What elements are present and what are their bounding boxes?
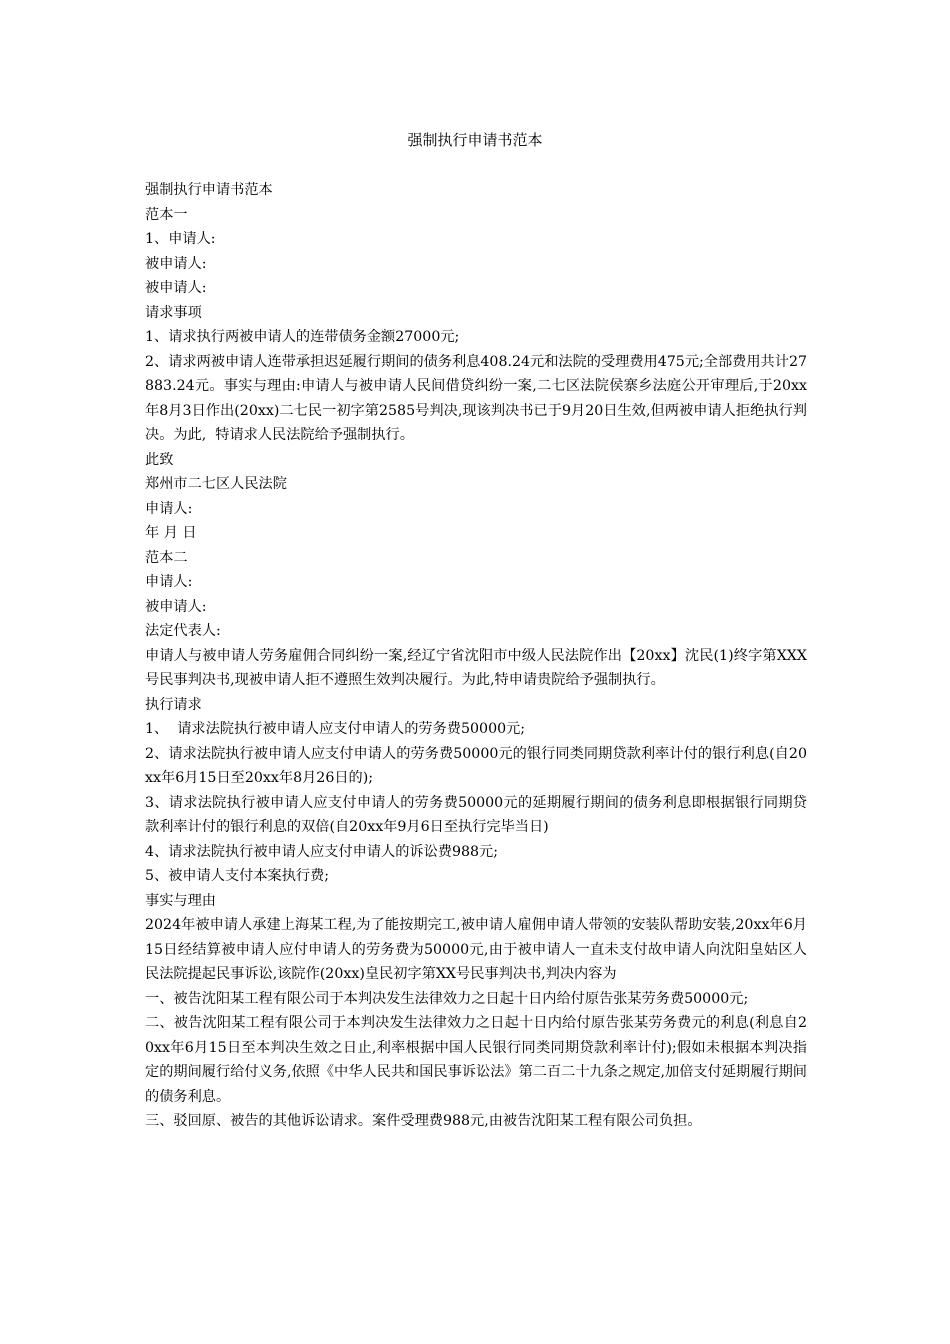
- paragraph: 4、请求法院执行被申请人应支付申请人的诉讼费988元;: [145, 843, 499, 860]
- paragraph: 郑州市二七区人民法院: [145, 476, 287, 492]
- paragraph: 3、请求法院执行被申请人应支付申请人的劳务费50000元的延期履行期间的债务利息即根据银行同期贷款利率计付的银行利息的双倍(自20xx年9月6日至执行完毕当日): [145, 794, 807, 835]
- paragraph: 2024年被申请人承建上海某工程,为了能按期完工,被申请人雇佣申请人带领的安装队帮助安装,20xx年6月15日经结算被申请人应付申请人的劳务费为50000元,由于被申请人一直未支付故申请人向沈阳皇姑区人民法院提起民事诉讼,该院作(20xx)皇民初字第XX号民事判决书,判决内容为: [145, 917, 807, 982]
- paragraph: 执行请求: [145, 696, 202, 713]
- paragraph: 请求事项: [145, 304, 202, 321]
- paragraph: 2、请求法院执行被申请人应支付申请人的劳务费50000元的银行同类同期贷款利率计付的银行利息(自20xx年6月15日至20xx年8月26日的);: [145, 745, 807, 786]
- paragraph: 事实与理由: [145, 892, 216, 909]
- paragraph: 三、驳回原、被告的其他诉讼请求。案件受理费988元,由被告沈阳某工程有限公司负担。: [145, 1113, 702, 1129]
- paragraph: 申请人:: [145, 574, 193, 590]
- paragraph: 2、请求两被申请人连带承担迟延履行期间的债务利息408.24元和法院的受理费用475元;全部费用共计27883.24元。事实与理由:申请人与被申请人民间借贷纠纷一案,二七区法院侯寨乡法庭公开审理后,于20xx年8月3日作出(20xx)二七民一初字第2585号判决,现该判决书已于9月20日生效,但两被申请人拒绝执行判决。为此, 特请求人民法院给予强制执行。: [145, 353, 807, 443]
- paragraph: 申请人:: [145, 500, 193, 517]
- document-body: [145, 178, 807, 1134]
- paragraph: 法定代表人:: [145, 623, 221, 639]
- paragraph: 强制执行申请书范本: [145, 182, 273, 198]
- paragraph: 1、请求执行两被申请人的连带债务金额27000元;: [145, 329, 460, 345]
- paragraph: 一、被告沈阳某工程有限公司于本判决发生法律效力之日起十日内给付原告张某劳务费50000元;: [145, 990, 749, 1007]
- paragraph: 二、被告沈阳某工程有限公司于本判决发生法律效力之日起十日内给付原告张某劳务费元的利息(利息自20xx年6月15日至本判决生效之日止,利率根据中国人民银行同类同期贷款利率计付);假如未根据本判决指定的期间履行给付义务,依照《中华人民共和国民事诉讼法》第二百二十九条之规定,加倍支付延期履行期间的债务利息。: [145, 1015, 807, 1105]
- document-title: 强制执行申请书范本: [407, 131, 543, 149]
- paragraph: 1、申请人:: [145, 231, 216, 247]
- paragraph: 此致: [145, 451, 174, 468]
- paragraph: 范本一: [145, 206, 188, 223]
- paragraph: 申请人与被申请人劳务雇佣合同纠纷一案,经辽宁省沈阳市中级人民法院作出【20xx】沈民(1)终字第XXX号民事判决书,现被申请人拒不遵照生效判决履行。为此,特申请贵院给予强制执行。: [145, 647, 807, 688]
- paragraph: 被申请人:: [145, 598, 207, 615]
- paragraph: 1、 请求法院执行被申请人应支付申请人的劳务费50000元;: [145, 721, 526, 737]
- paragraph: 年 月 日: [145, 525, 197, 541]
- paragraph: 5、被申请人支付本案执行费;: [145, 868, 330, 884]
- paragraph: 范本二: [145, 549, 188, 566]
- paragraph: 被申请人:: [145, 255, 207, 272]
- paragraph: 被申请人:: [145, 280, 207, 296]
